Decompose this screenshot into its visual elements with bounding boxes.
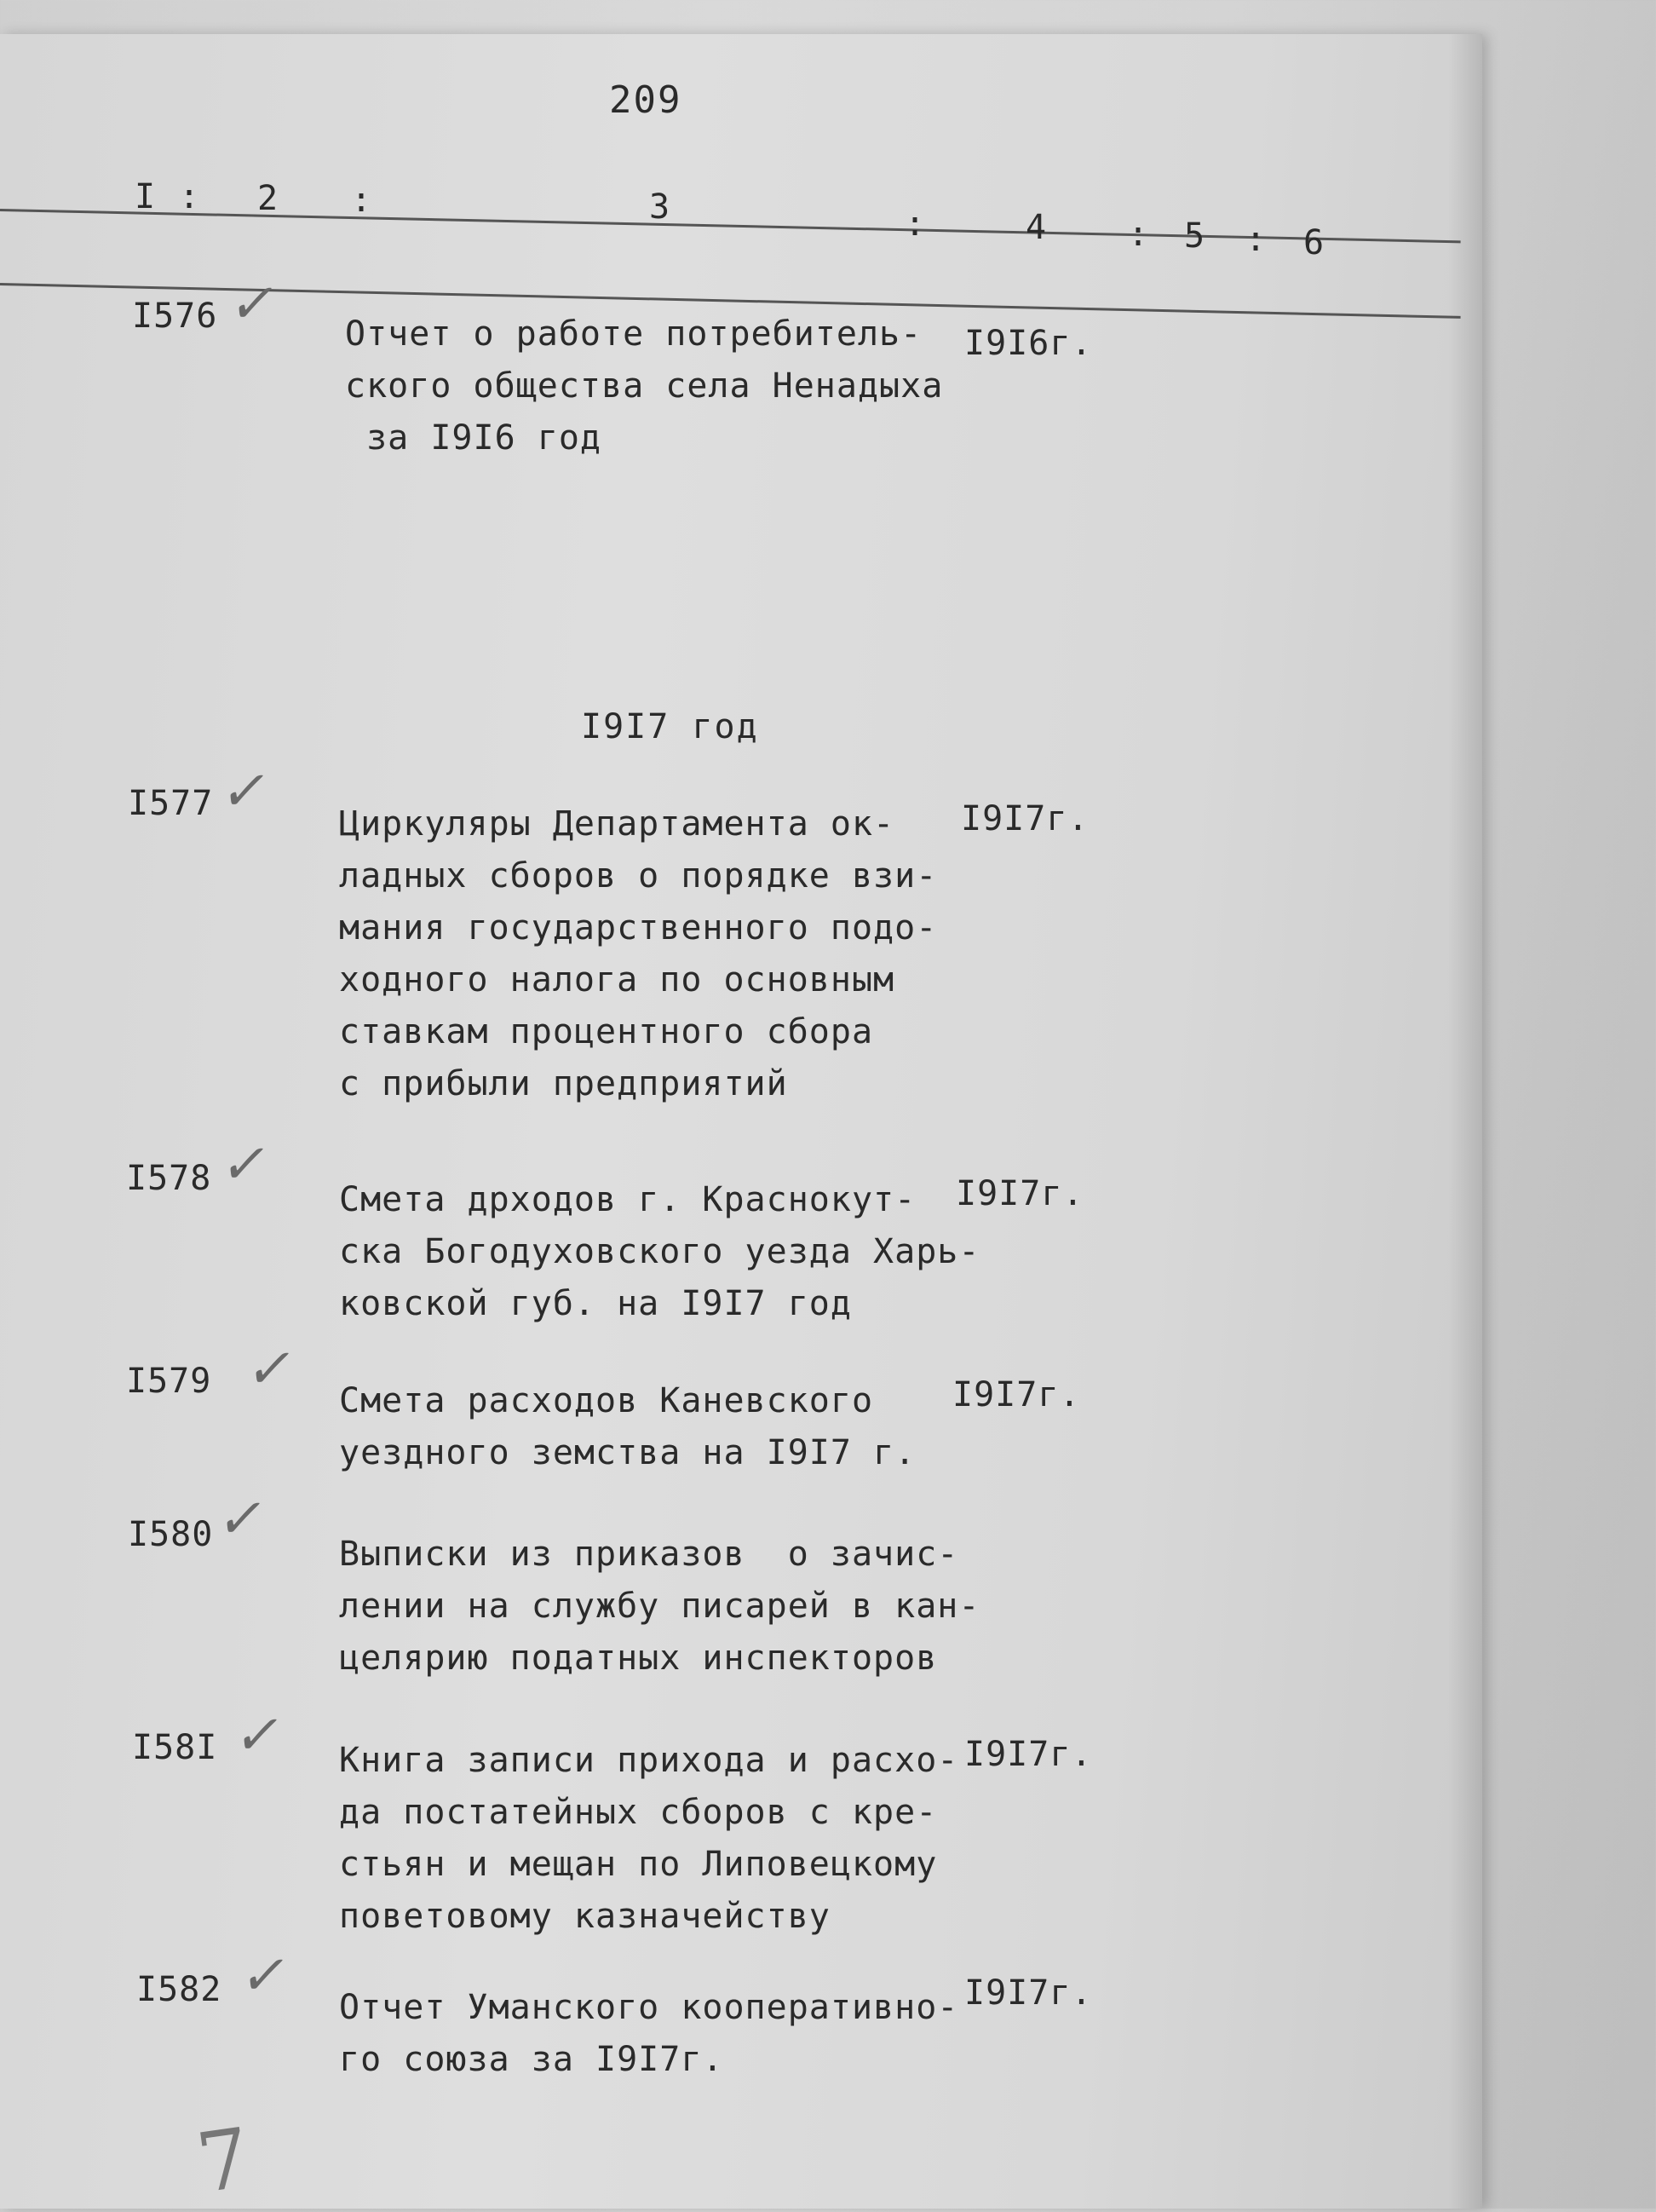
check-mark-icon: ✓ [230, 1704, 290, 1767]
entry-line: ского общества села Ненадыха [345, 366, 944, 406]
column-separator: : [351, 181, 372, 220]
entry-line: ска Богодуховского уезда Харь- [339, 1232, 980, 1271]
column-header-3: 3 [649, 187, 670, 227]
column-separator: : [1245, 220, 1267, 259]
column-separator: : [1128, 215, 1149, 254]
entry-line: мания государственного подо- [339, 908, 938, 948]
entry-line: го союза за I9I7г. [339, 2040, 724, 2079]
column-separator: : [905, 204, 926, 244]
entry-line: Книга записи прихода и расхо- [339, 1741, 959, 1780]
check-mark-icon: ✓ [236, 1944, 296, 2008]
entry-number: I579 [126, 1362, 212, 1401]
check-mark-icon: ✓ [225, 273, 285, 336]
entry-line: Выписки из приказов о зачис- [339, 1535, 959, 1574]
entry-line: ходного налога по основным [339, 960, 895, 999]
page-number: 209 [609, 78, 682, 122]
entry-line: Смета дрходов г. Краснокут- [339, 1180, 917, 1219]
entry-line: Смета расходов Каневского [339, 1381, 874, 1420]
page-edge-shadow [1448, 34, 1482, 2209]
check-mark-icon: ✓ [242, 1338, 302, 1401]
check-mark-icon: ✓ [216, 1133, 276, 1196]
entry-line: Отчет о работе потребитель- [345, 314, 923, 354]
column-header-5: 5 [1184, 216, 1205, 256]
document-page [0, 34, 1482, 2212]
entry-line: Циркуляры Департамента ок- [339, 804, 895, 844]
entry-title [339, 1529, 980, 1685]
entry-title [345, 308, 943, 464]
entry-line: ковской губ. на I9I7 год [339, 1284, 852, 1323]
entry-title [339, 1735, 958, 1943]
entry-line: поветовому казначейству [339, 1897, 831, 1936]
entry-number: I577 [128, 784, 214, 823]
section-title: I9I7 год [581, 707, 759, 746]
entry-date: I9I7г. [961, 799, 1090, 838]
entry-line: с прибыли предприятий [339, 1064, 788, 1103]
entry-number: I576 [132, 297, 218, 336]
entry-title [339, 1982, 958, 2086]
entry-number: I58I [132, 1728, 218, 1767]
entry-line: уездного земства на I9I7 г. [339, 1433, 917, 1472]
entry-date: I9I7г. [964, 1973, 1093, 2013]
column-header-4: 4 [1026, 208, 1047, 247]
entry-title [339, 1375, 916, 1479]
column-header-2: 2 [257, 179, 279, 218]
entry-number: I580 [128, 1515, 214, 1554]
check-mark-icon: ✓ [213, 1488, 273, 1551]
entry-number: I582 [136, 1970, 222, 2009]
entry-line: ставкам процентного сбора [339, 1012, 874, 1051]
entry-number: I578 [126, 1159, 212, 1198]
entry-line: лении на службу писарей в кан- [339, 1587, 980, 1626]
entry-line: Отчет Уманского кооперативно- [339, 1988, 959, 2027]
entry-line: да постатейных сборов с кре- [339, 1793, 938, 1832]
entry-line: стьян и мещан по Липовецкому [339, 1845, 938, 1884]
entry-date: I9I7г. [956, 1174, 1084, 1213]
handwritten-mark: 7 [191, 2110, 256, 2212]
entry-date: I9I7г. [964, 1735, 1093, 1774]
entry-date: I9I6г. [964, 324, 1093, 363]
entry-line: целярию податных инспекторов [339, 1639, 938, 1678]
column-header-1: I [135, 177, 156, 216]
table-header-top-rule [0, 209, 1461, 243]
check-mark-icon: ✓ [216, 760, 276, 823]
column-header-6: 6 [1303, 223, 1325, 262]
entry-title [339, 798, 937, 1110]
entry-line: за I9I6 год [345, 418, 601, 458]
entry-date: I9I7г. [952, 1375, 1081, 1414]
column-separator: : [179, 177, 200, 216]
entry-line: ладных сборов о порядке взи- [339, 856, 938, 896]
entry-title [339, 1174, 980, 1330]
